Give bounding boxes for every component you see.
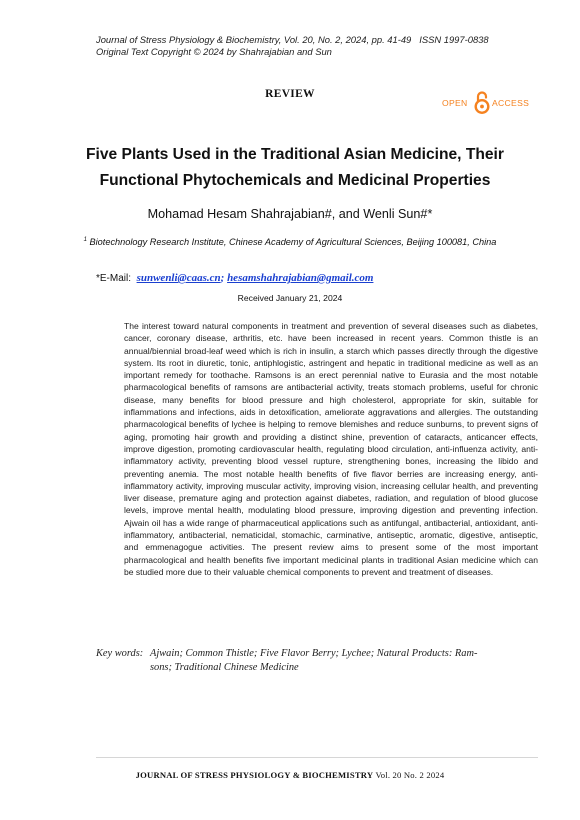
open-access-right-text: ACCESS bbox=[492, 98, 530, 108]
open-access-logo bbox=[442, 90, 532, 114]
footer-divider bbox=[96, 757, 538, 758]
paper-title bbox=[60, 142, 530, 194]
email-link-1[interactable]: sunwenli@caas.cn bbox=[136, 272, 221, 284]
open-lock-icon bbox=[474, 90, 490, 114]
keywords-label: Key words: bbox=[96, 648, 144, 659]
abstract-text: The interest toward natural components in treatment and prevention of several diseases such as diabetes, cancer, coronary disease, arthritis, etc. have been increased in recent years. Common thistle is an annual/biennial broad-leaf weed which is rich in insulin, a starch which passes directly through the digestive system. Its root in diuretic, tonic, antiphlogistic, astringent and hepatic in traditional medicine as well as an important remedy for toothache. Ramsons is an erect perennial native to Eurasia and the most notable pharmacological benefits of ramsons are antibacterial activity, treats stomach problems, useful for chronic disease, many benefits for blood pressure and high cholesterol, appropriate for skin, suitable for inflammations and infections, aids in detoxification, ameliorate aggravations and allergies. The outstanding pharmacological benefits of lychee is helping to remove blemishes and reduce sunburns, to prevent signs of aging, promoting hair growth and providing a distinct shine, prevention of cataracts, anticancer effects, improve digestion, promoting cardiovascular health, regulating blood circulation, anti-influenza activity, anti-inflammatory activity, preventing blood vessel rupture, strengthening bones, increasing the libido and preventing anemia. The most notable health benefits of five flavor berries are increasing energy, anti-inflammatory activity, improving muscular activity, improving vision, increasing cellular health, and preventing liver disease, premature aging and protection against diabetes, radiation, and regulation of blood glucose levels, improve mental health, modulating blood pressure, improving digestion and preventing infection. Ajwain oil has a wide range of pharmaceutical applications such as antifungal, antibacterial, antioxidant, anti-inflammatory, antibacterial, nematicidal, stomachic, carminative, antiseptic, aromatic, digestive, antiseptic, and emmenagogue activities. The present review aims to present some of the most important pharmacological and health benefits five important medicinal plants in traditional Asian medicine which can be studied more due to their valuable chemical components to prevent and treatment of diseases. bbox=[124, 321, 538, 577]
affiliation-text: Biotechnology Research Institute, Chinese Academy of Agricultural Sciences, Beijing 100081, China bbox=[89, 237, 497, 248]
running-header bbox=[96, 34, 536, 58]
email-label: *E-Mail: bbox=[96, 273, 132, 284]
copyright-notice: Original Text Copyright © 2024 by Shahrajabian and Sun bbox=[96, 46, 332, 57]
affiliation-mark: 1 bbox=[83, 237, 87, 243]
email-separator: ; bbox=[220, 272, 225, 284]
issn: ISSN 1997-0838 bbox=[419, 34, 489, 45]
received-date: Received January 21, 2024 bbox=[237, 293, 343, 303]
email-link-2[interactable]: hesamshahrajabian@gmail.com bbox=[227, 272, 374, 284]
footer-journal-name: JOURNAL OF STRESS PHYSIOLOGY & BIOCHEMISTRY bbox=[135, 770, 374, 780]
keywords-line-2: sons; Traditional Chinese Medicine bbox=[150, 662, 299, 673]
open-access-left-text: OPEN bbox=[442, 98, 468, 108]
citation: Journal of Stress Physiology & Biochemistry, Vol. 20, No. 2, 2024, pp. 41-49 bbox=[96, 34, 412, 45]
affiliation bbox=[0, 237, 580, 247]
footer-volume: Vol. 20 No. 2 2024 bbox=[375, 770, 445, 780]
keywords-block bbox=[96, 647, 538, 675]
title-line-2: Functional Phytochemicals and Medicinal Properties bbox=[99, 172, 491, 189]
running-footer bbox=[0, 770, 580, 780]
section-label: REVIEW bbox=[265, 88, 315, 100]
keywords-line-1: Ajwain; Common Thistle; Five Flavor Berry; Lychee; Natural Products: Ram- bbox=[150, 648, 478, 659]
title-line-1: Five Plants Used in the Traditional Asian Medicine, Their bbox=[86, 146, 504, 163]
email-line bbox=[96, 272, 373, 284]
author-list: Mohamad Hesam Shahrajabian#, and Wenli Sun#* bbox=[147, 207, 433, 221]
